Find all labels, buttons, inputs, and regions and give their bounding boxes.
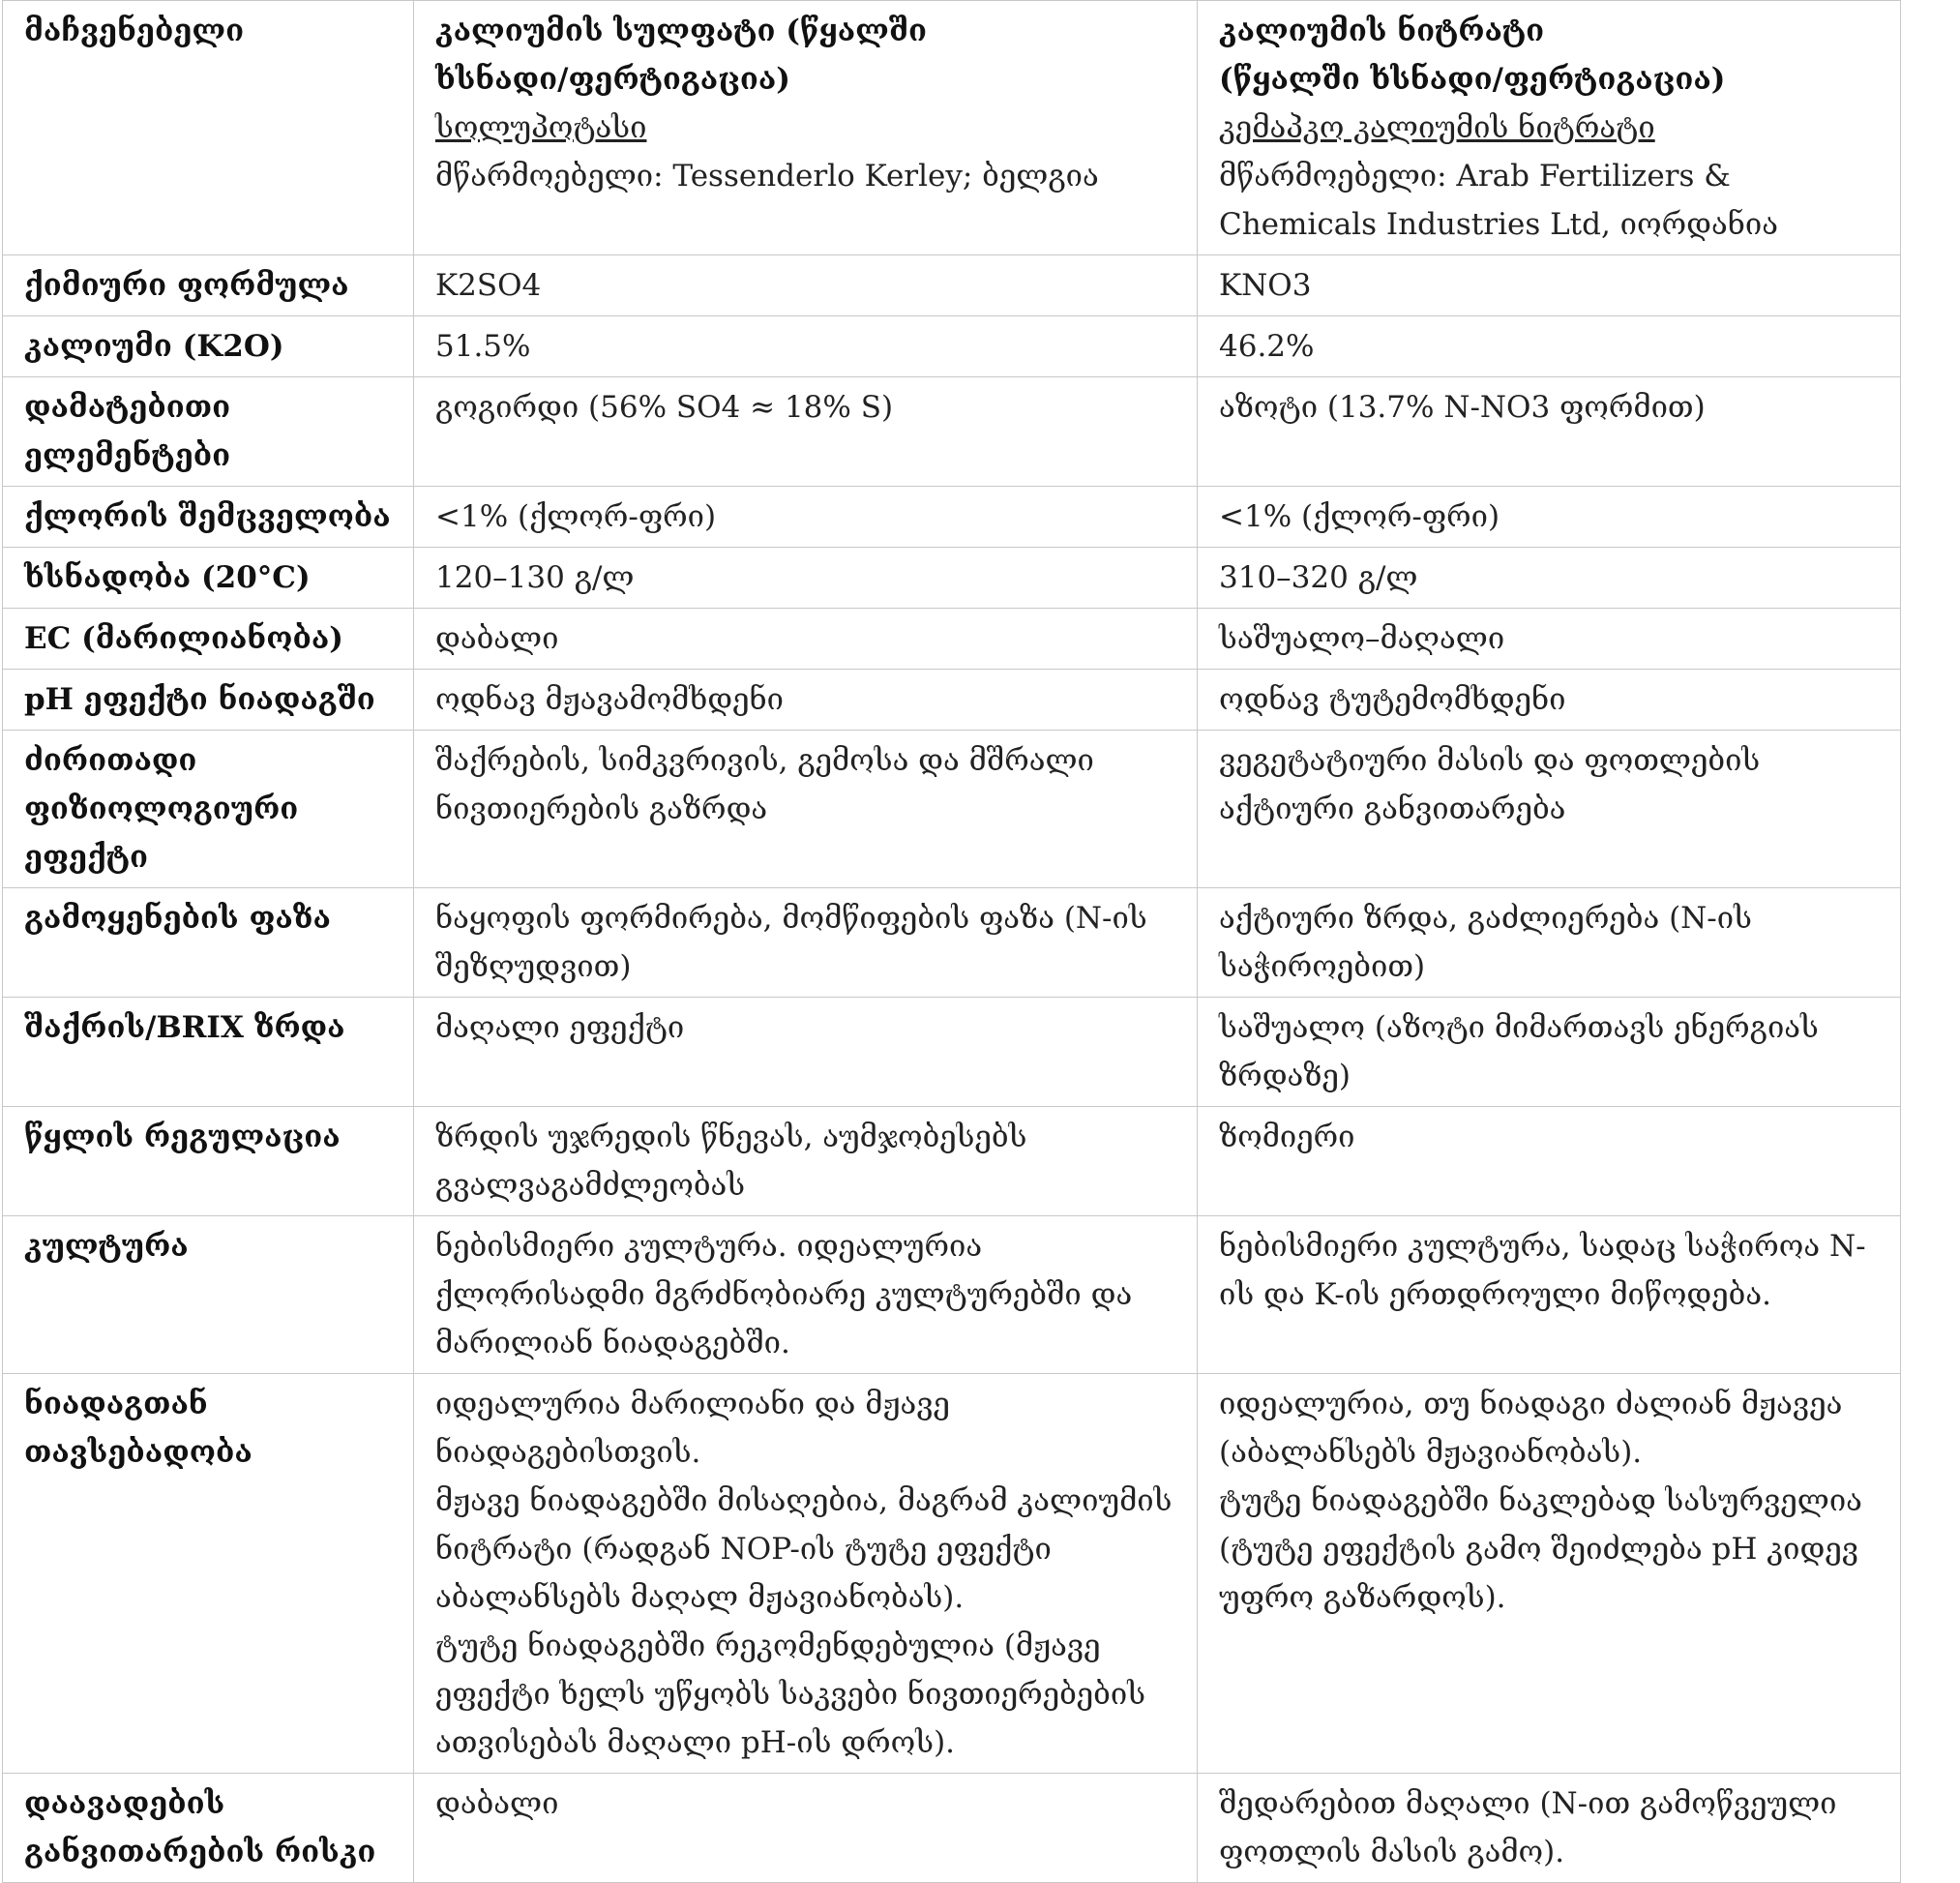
sulfate-value: K2SO4 bbox=[435, 268, 542, 303]
nitrate-value: იდეალურია, თუ ნიადაგი ძალიან მჟავეა (აბალანსებს მჟავიანობას). bbox=[1219, 1387, 1843, 1470]
header-label-cell bbox=[3, 1, 414, 255]
nitrate-value: ვეგეტატიური მასის და ფოთლების აქტიური განვითარება bbox=[1219, 743, 1761, 826]
nitrate-value: ოდნავ ტუტემომხდენი bbox=[1219, 682, 1566, 717]
row-label: კულტურა bbox=[24, 1229, 189, 1264]
row-label-cell bbox=[3, 1107, 414, 1216]
nitrate-value: ტუტე ნიადაგებში ნაკლებად სასურველია (ტუტე ეფექტის გამო შეიძლება pH კიდევ უფრო გაზარდოს). bbox=[1219, 1483, 1862, 1615]
nitrate-value-cell bbox=[1198, 998, 1901, 1107]
nitrate-value-cell bbox=[1198, 1107, 1901, 1216]
sulfate-value: შაქრების, სიმკვრივის, გემოსა და მშრალი ნივთიერების გაზრდა bbox=[435, 743, 1094, 826]
product1-title-line: კალიუმის სულფატი (წყალში bbox=[435, 14, 927, 48]
nitrate-value: ზომიერი bbox=[1219, 1120, 1355, 1154]
sulfate-value: ზრდის უჯრედის წნევას, აუმჯობესებს გვალვაგამძლეობას bbox=[435, 1120, 1027, 1203]
sulfate-value: <1% (ქლორ-ფრი) bbox=[435, 499, 717, 534]
row-label: გამოყენების ფაზა bbox=[24, 901, 331, 936]
row-label-cell bbox=[3, 1374, 414, 1774]
table-row bbox=[3, 548, 1901, 609]
header-product1-cell bbox=[414, 1, 1198, 255]
sulfate-value: გოგირდი (56% SO4 ≈ 18% S) bbox=[435, 390, 894, 425]
nitrate-value: საშუალო–მაღალი bbox=[1219, 621, 1505, 656]
row-label: pH ეფექტი ნიადაგში bbox=[24, 682, 375, 717]
nitrate-value: აქტიური ზრდა, გაძლიერება (N-ის საჭიროებით) bbox=[1219, 901, 1752, 984]
product1-manufacturer: მწარმოებელი: Tessenderlo Kerley; ბელგია bbox=[435, 159, 1099, 194]
header-row bbox=[3, 1, 1901, 255]
row-label-cell bbox=[3, 255, 414, 316]
row-label: ხსნადობა (20°C) bbox=[24, 560, 311, 595]
sulfate-value: დაბალი bbox=[435, 1786, 559, 1821]
row-label: ქლორის შემცველობა bbox=[24, 499, 391, 534]
row-label: წყლის რეგულაცია bbox=[24, 1120, 341, 1154]
row-label: ძირითადი ფიზიოლოგიური ეფექტი bbox=[24, 743, 299, 875]
table-row bbox=[3, 487, 1901, 548]
row-label: დამატებითი ელემენტები bbox=[24, 390, 231, 473]
row-label-cell bbox=[3, 609, 414, 670]
sulfate-value: მჟავე ნიადაგებში მისაღებია, მაგრამ კალიუმის ნიტრატი (რადგან NOP-ის ტუტე ეფექტი აბალანსებს მაღალ მჟავიანობას). bbox=[435, 1483, 1173, 1615]
sulfate-value: ოდნავ მჟავამომხდენი bbox=[435, 682, 785, 717]
sulfate-value-cell bbox=[414, 1216, 1198, 1374]
table-row bbox=[3, 670, 1901, 731]
row-label-cell bbox=[3, 670, 414, 731]
sulfate-value: ტუტე ნიადაგებში რეკომენდებულია (მჟავე ეფექტი ხელს უწყობს საკვები ნივთიერებების ათვისებას მაღალი pH-ის დროს). bbox=[435, 1629, 1146, 1760]
nitrate-value-cell bbox=[1198, 487, 1901, 548]
table-row bbox=[3, 316, 1901, 377]
nitrate-value-cell bbox=[1198, 255, 1901, 316]
table-body bbox=[3, 1, 1901, 1883]
table-row bbox=[3, 609, 1901, 670]
table-row bbox=[3, 1774, 1901, 1883]
row-label: ქიმიური ფორმულა bbox=[24, 268, 349, 303]
sulfate-value: ნაყოფის ფორმირება, მომწიფების ფაზა (N-ის შეზღუდვით) bbox=[435, 901, 1147, 984]
nitrate-value-cell bbox=[1198, 731, 1901, 888]
table-row bbox=[3, 1216, 1901, 1374]
comparison-table bbox=[2, 0, 1901, 1883]
table-row bbox=[3, 1374, 1901, 1774]
row-label-cell bbox=[3, 548, 414, 609]
product2-title-line: კალიუმის ნიტრატი bbox=[1219, 14, 1545, 48]
nitrate-value-cell bbox=[1198, 316, 1901, 377]
table-row bbox=[3, 888, 1901, 998]
row-label: ნიადაგთან თავსებადობა bbox=[24, 1387, 252, 1470]
row-label: EC (მარილიანობა) bbox=[24, 621, 343, 656]
table-row bbox=[3, 998, 1901, 1107]
nitrate-value: <1% (ქლორ-ფრი) bbox=[1219, 499, 1500, 534]
sulfate-value-cell bbox=[414, 377, 1198, 487]
row-label-cell bbox=[3, 487, 414, 548]
sulfate-value: დაბალი bbox=[435, 621, 559, 656]
sulfate-value-cell bbox=[414, 731, 1198, 888]
product2-manufacturer-line: მწარმოებელი: Arab Fertilizers & bbox=[1219, 159, 1731, 194]
nitrate-value-cell bbox=[1198, 1216, 1901, 1374]
nitrate-value: აზოტი (13.7% N-NO3 ფორმით) bbox=[1219, 390, 1706, 425]
nitrate-value: საშუალო (აზოტი მიმართავს ენერგიას ზრდაზე) bbox=[1219, 1010, 1819, 1093]
sulfate-value-cell bbox=[414, 316, 1198, 377]
table-row bbox=[3, 1107, 1901, 1216]
sulfate-value-cell bbox=[414, 1107, 1198, 1216]
table-row bbox=[3, 377, 1901, 487]
table-row bbox=[3, 255, 1901, 316]
sulfate-value-cell bbox=[414, 670, 1198, 731]
row-label-cell bbox=[3, 316, 414, 377]
product1-title-line: ხსნადი/ფერტიგაცია) bbox=[435, 62, 790, 97]
sulfate-value: იდეალურია მარილიანი და მჟავე ნიადაგებისთვის. bbox=[435, 1387, 950, 1470]
nitrate-value-cell bbox=[1198, 888, 1901, 998]
nitrate-value: 46.2% bbox=[1219, 329, 1315, 364]
nitrate-value-cell bbox=[1198, 377, 1901, 487]
product2-manufacturer-line: Chemicals Industries Ltd, იორდანია bbox=[1219, 207, 1779, 242]
nitrate-value-cell bbox=[1198, 670, 1901, 731]
nitrate-value-cell bbox=[1198, 609, 1901, 670]
sulfate-value-cell bbox=[414, 487, 1198, 548]
product2-title-line: (წყალში ხსნადი/ფერტიგაცია) bbox=[1219, 62, 1726, 97]
nitrate-value: შედარებით მაღალი (N-ით გამოწვეული ფოთლის მასის გამო). bbox=[1219, 1786, 1837, 1869]
product2-brand-link[interactable]: კემაპკო კალიუმის ნიტრატი bbox=[1219, 110, 1655, 145]
sulfate-value-cell bbox=[414, 998, 1198, 1107]
sulfate-value-cell bbox=[414, 255, 1198, 316]
row-label-cell bbox=[3, 1774, 414, 1883]
nitrate-value: KNO3 bbox=[1219, 268, 1312, 303]
sulfate-value-cell bbox=[414, 609, 1198, 670]
header-product2-cell bbox=[1198, 1, 1901, 255]
row-label: კალიუმი (K2O) bbox=[24, 329, 284, 364]
sulfate-value: მაღალი ეფექტი bbox=[435, 1010, 685, 1045]
sulfate-value-cell bbox=[414, 548, 1198, 609]
row-label-cell bbox=[3, 888, 414, 998]
sulfate-value: ნებისმიერი კულტურა. იდეალურია ქლორისადმი მგრძნობიარე კულტურებში და მარილიან ნიადაგებში. bbox=[435, 1229, 1133, 1360]
table-row bbox=[3, 731, 1901, 888]
row-label-cell bbox=[3, 1216, 414, 1374]
sulfate-value-cell bbox=[414, 1774, 1198, 1883]
nitrate-value: 310–320 გ/ლ bbox=[1219, 560, 1418, 595]
sulfate-value-cell bbox=[414, 1374, 1198, 1774]
sulfate-value: 120–130 გ/ლ bbox=[435, 560, 635, 595]
product1-brand-link[interactable]: სოლუპოტასი bbox=[435, 110, 647, 145]
nitrate-value-cell bbox=[1198, 548, 1901, 609]
row-label-cell bbox=[3, 377, 414, 487]
row-label: შაქრის/BRIX ზრდა bbox=[24, 1010, 345, 1045]
row-label-cell bbox=[3, 998, 414, 1107]
nitrate-value-cell bbox=[1198, 1374, 1901, 1774]
row-label-cell bbox=[3, 731, 414, 888]
nitrate-value-cell bbox=[1198, 1774, 1901, 1883]
nitrate-value: ნებისმიერი კულტურა, სადაც საჭიროა N-ის და K-ის ერთდროული მიწოდება. bbox=[1219, 1229, 1866, 1312]
header-label: მაჩვენებელი bbox=[24, 14, 245, 48]
sulfate-value-cell bbox=[414, 888, 1198, 998]
sulfate-value: 51.5% bbox=[435, 329, 531, 364]
row-label: დაავადების განვითარების რისკი bbox=[24, 1786, 376, 1869]
